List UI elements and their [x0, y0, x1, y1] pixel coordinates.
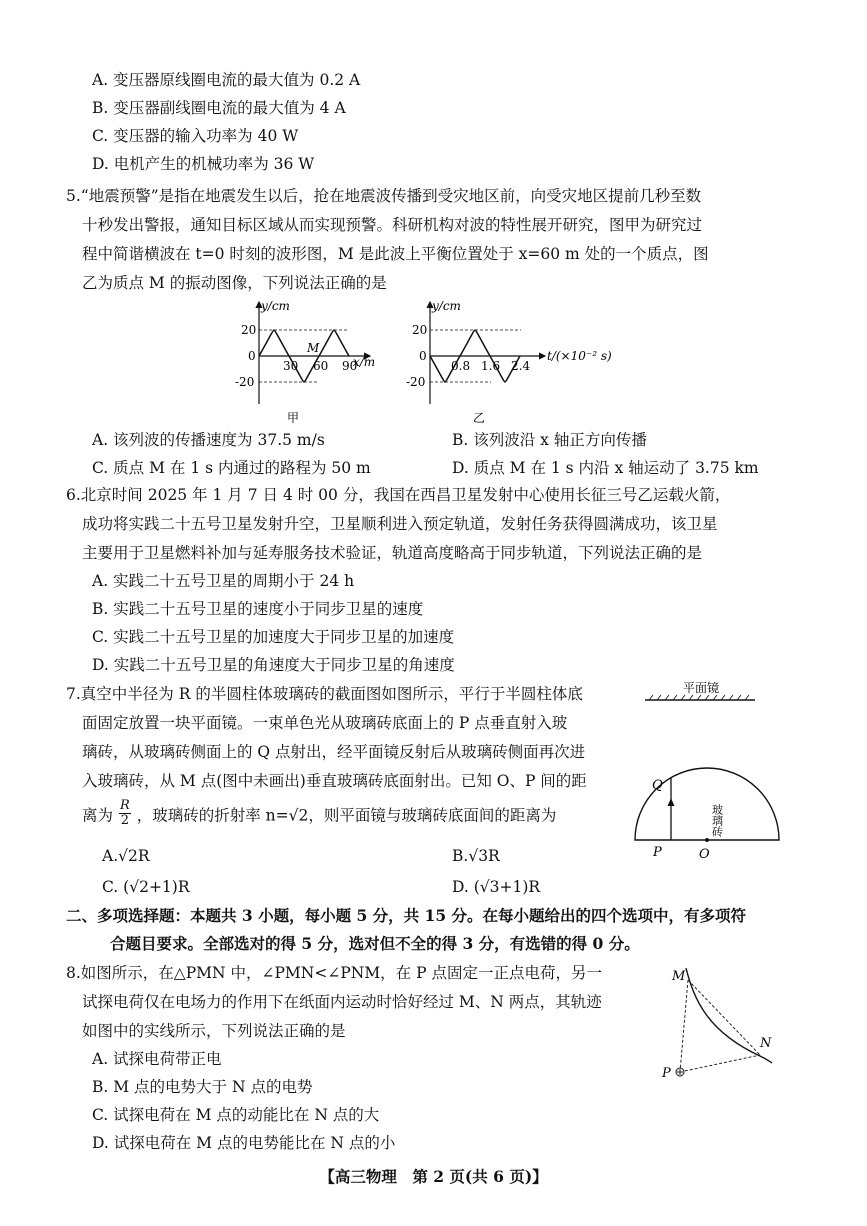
- q5-option-b: B. 该列波沿 x 轴正方向传播: [452, 431, 647, 449]
- wave-graph-jia: [225, 296, 395, 426]
- q7-glass-figure: [625, 678, 785, 868]
- q7-stem-line2: 面固定放置一块平面镜。一束单色光从玻璃砖底面上的 P 点垂直射入玻: [82, 714, 568, 732]
- q7-stem-line1: 7.真空中半径为 R 的半圆柱体玻璃砖的截面图如图所示，平行于半圆柱体底: [66, 685, 583, 703]
- jia-y-axis-label: y/cm: [261, 299, 290, 313]
- q6-option-c: C. 实践二十五号卫星的加速度大于同步卫星的加速度: [92, 628, 455, 646]
- q8-option-a: A. 试探电荷带正电: [92, 1050, 222, 1068]
- q7-option-a: A.√2R: [102, 847, 150, 865]
- mirror-label: 平面镜: [683, 681, 720, 695]
- q7-glass-label: 玻璃砖: [710, 804, 724, 837]
- jia-tick-x-60: 60: [313, 359, 329, 373]
- q6-option-d: D. 实践二十五号卫星的角速度大于同步卫星的角速度: [92, 656, 455, 674]
- jia-tick-y-20: 20: [241, 323, 257, 337]
- yi-tick-x-0.8: 0.8: [451, 359, 471, 373]
- page-footer: 【高三物理 第 2 页(共 6 页)】: [319, 1167, 548, 1186]
- q8-label-m: M: [672, 969, 686, 984]
- section2-heading-line1: 二、多项选择题：本题共 3 小题，每小题 5 分，共 15 分。在每小题给出的四个选项中，有多项符: [66, 906, 747, 925]
- q6-option-b: B. 实践二十五号卫星的速度小于同步卫星的速度: [92, 600, 424, 618]
- q6-stem-line3: 主要用于卫星燃料补加与延寿服务技术验证，轨道高度略高于同步轨道，下列说法正确的是: [82, 544, 703, 562]
- q8-stem-line2: 试探电荷仅在电场力的作用下在纸面内运动时恰好经过 M、N 两点，其轨迹: [82, 993, 602, 1011]
- q8-triangle-figure: [660, 960, 785, 1085]
- q4-option-a: A. 变压器原线圈电流的最大值为 0.2 A: [92, 71, 361, 89]
- jia-tick-x-30: 30: [283, 359, 299, 373]
- q8-option-d: D. 试探电荷在 M 点的电势能比在 N 点的小: [92, 1134, 396, 1152]
- q7-fraction-denominator: 2: [120, 813, 129, 828]
- q8-label-n: N: [760, 1036, 772, 1051]
- yi-tick-y-20: 20: [412, 323, 428, 337]
- q7-stem-line4: 入玻璃砖，从 M 点(图中未画出)垂直玻璃砖底面射出。已知 O、P 间的距: [82, 772, 587, 790]
- q8-stem-line1: 8.如图所示，在△PMN 中，∠PMN<∠PNM，在 P 点固定一正点电荷，另一: [66, 964, 602, 982]
- jia-tick-x-90: 90: [342, 359, 358, 373]
- jia-tick-y-neg20: -20: [235, 375, 255, 389]
- q4-option-d: D. 电机产生的机械功率为 36 W: [92, 155, 315, 173]
- q5-option-a: A. 该列波的传播速度为 37.5 m/s: [92, 431, 325, 449]
- q7-stem5-prefix: 离为: [82, 806, 114, 825]
- q4-option-b: B. 变压器副线圈电流的最大值为 4 A: [92, 99, 346, 117]
- vibration-graph-yi: [395, 296, 625, 426]
- q7-label-q: Q: [652, 778, 663, 793]
- yi-tick-x-2.4: 2.4: [511, 359, 531, 373]
- jia-caption: 甲: [287, 411, 300, 425]
- yi-x-axis-label: t/(×10⁻² s): [547, 349, 612, 363]
- yi-y-axis-label: y/cm: [432, 299, 461, 313]
- q5-stem-line1: 5.“地震预警”是指在地震发生以后，抢在地震波传播到受灾地区前，向受灾地区提前几秒至数: [66, 187, 702, 205]
- yi-tick-x-1.6: 1.6: [481, 359, 501, 373]
- q5-option-d: D. 质点 M 在 1 s 内沿 x 轴运动了 3.75 km: [452, 459, 759, 477]
- q7-stem-line5: [82, 798, 557, 831]
- q6-stem-line1: 6.北京时间 2025 年 1 月 7 日 4 时 00 分，我国在西昌卫星发射中心使用长征三号乙运载火箭，: [66, 486, 731, 504]
- jia-x-axis-label: x/m: [353, 355, 376, 369]
- q7-stem5-suffix: ，玻璃砖的折射率 n=√2，则平面镜与玻璃砖底面间的距离为: [136, 806, 557, 825]
- yi-caption: 乙: [473, 411, 486, 425]
- q7-fraction-numerator: R: [119, 798, 130, 813]
- q5-option-c: C. 质点 M 在 1 s 内通过的路程为 50 m: [92, 459, 371, 477]
- q4-option-c: C. 变压器的输入功率为 40 W: [92, 127, 299, 145]
- q7-fraction: [119, 799, 131, 828]
- q5-stem-line4: 乙为质点 M 的振动图像，下列说法正确的是: [82, 274, 387, 292]
- q5-stem-line2: 十秒发出警报，通知目标区域从而实现预警。科研机构对波的特性展开研究，图甲为研究过: [82, 216, 703, 234]
- jia-point-m: M: [307, 341, 320, 355]
- q7-option-b: B.√3R: [452, 847, 500, 865]
- q7-stem-line3: 璃砖，从玻璃砖侧面上的 Q 点射出，经平面镜反射后从玻璃砖侧面再次进: [82, 743, 586, 761]
- q5-stem-line3: 程中简谐横波在 t=0 时刻的波形图，M 是此波上平衡位置处于 x=60 m 处的一个质点，图: [82, 245, 709, 263]
- q7-option-d: D. (√3+1)R: [452, 878, 541, 896]
- q7-label-p: P: [653, 845, 662, 860]
- yi-tick-y-0: 0: [419, 349, 427, 363]
- section2-heading-line2: 合题目要求。全部选对的得 5 分，选对但不全的得 3 分，有选错的得 0 分。: [110, 934, 640, 953]
- q8-label-p: P: [662, 1066, 671, 1081]
- yi-tick-y-neg20: -20: [406, 375, 426, 389]
- q8-stem-line3: 如图中的实线所示，下列说法正确的是: [82, 1022, 346, 1040]
- q8-option-c: C. 试探电荷在 M 点的动能比在 N 点的大: [92, 1106, 380, 1124]
- q8-option-b: B. M 点的电势大于 N 点的电势: [92, 1078, 313, 1096]
- q7-option-c: C. (√2+1)R: [102, 878, 190, 896]
- jia-tick-y-0: 0: [248, 349, 256, 363]
- q7-label-o: O: [699, 847, 710, 862]
- q6-option-a: A. 实践二十五号卫星的周期小于 24 h: [92, 572, 355, 590]
- q6-stem-line2: 成功将实践二十五号卫星发射升空，卫星顺利进入预定轨道，发射任务获得圆满成功，该卫星: [82, 515, 718, 533]
